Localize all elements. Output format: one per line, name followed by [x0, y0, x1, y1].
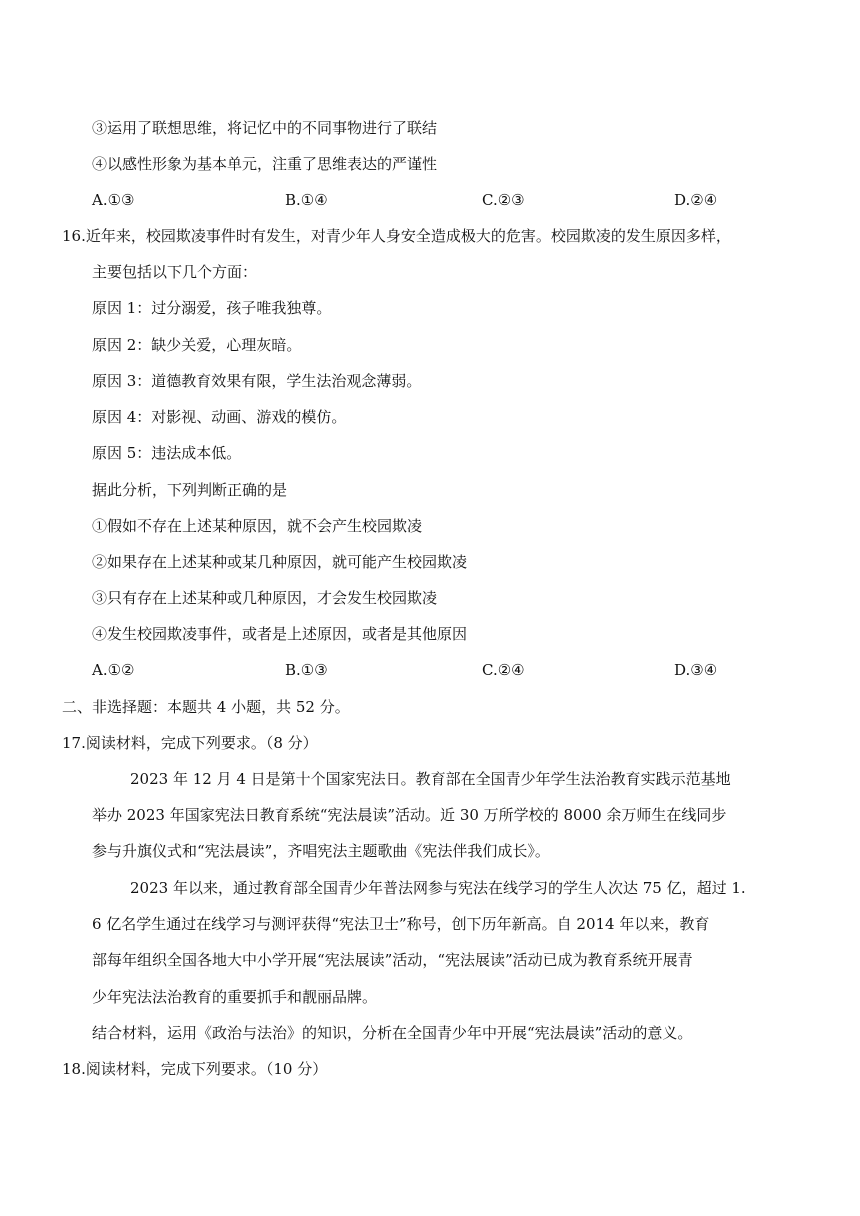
- q17-para2-line-2: 6 亿名学生通过在线学习与测评获得“宪法卫士”称号，创下历年新高。自 2014 年以来，教育: [92, 915, 710, 933]
- q17-para1-line-3: 参与升旗仪式和“宪法晨读”，齐唱宪法主题歌曲《宪法伴我们成长》。: [92, 842, 550, 860]
- q16-reason-2: 原因 2：缺少关爱，心理灰暗。: [92, 336, 302, 354]
- q17-task: 结合材料，运用《政治与法治》的知识，分析在全国青少年中开展“宪法晨读”活动的意义。: [92, 1024, 693, 1042]
- q16-prompt: 据此分析，下列判断正确的是: [92, 481, 288, 499]
- q15-option-d: D.②④: [674, 191, 718, 209]
- q17-para2-line-4: 少年宪法法治教育的重要抓手和靓丽品牌。: [92, 988, 378, 1006]
- q15-option-c: C.②③: [482, 191, 525, 209]
- q16-item-3: ③只有存在上述某种或几种原因，才会发生校园欺凌: [92, 589, 438, 607]
- q15-option-a: A.①③: [92, 191, 135, 209]
- q16-item-2: ②如果存在上述某种或某几种原因，就可能产生校园欺凌: [92, 553, 468, 571]
- q17-para2-line-3: 部每年组织全国各地大中小学开展“宪法展读”活动，“宪法展读”活动已成为教育系统开展青: [92, 951, 693, 969]
- q18-title: 18.阅读材料，完成下列要求。（10 分）: [62, 1060, 328, 1078]
- q17-para2-line-1: 2023 年以来，通过教育部全国青少年普法网参与宪法在线学习的学生人次达 75 亿，超过 1.: [130, 879, 746, 897]
- q15-options: [92, 189, 792, 211]
- q16-option-b: B.①③: [285, 661, 328, 679]
- q15-item-3: ③运用了联想思维，将记忆中的不同事物进行了联结: [92, 119, 438, 137]
- q16-reason-4: 原因 4：对影视、动画、游戏的模仿。: [92, 408, 347, 426]
- q16-stem-line-2: 主要包括以下几个方面：: [92, 263, 258, 281]
- q16-option-c: C.②④: [482, 661, 525, 679]
- q16-reason-3: 原因 3：道德教育效果有限，学生法治观念薄弱。: [92, 372, 422, 390]
- q16-stem-line-1: 16.近年来，校园欺凌事件时有发生，对青少年人身安全造成极大的危害。校园欺凌的发生原因多样，: [62, 227, 731, 245]
- q16-option-d: D.③④: [674, 661, 718, 679]
- q17-para1-line-1: 2023 年 12 月 4 日是第十个国家宪法日。教育部在全国青少年学生法治教育实践示范基地: [130, 770, 731, 788]
- q15-option-b: B.①④: [285, 191, 328, 209]
- q16-item-4: ④发生校园欺凌事件，或者是上述原因，或者是其他原因: [92, 625, 468, 643]
- q17-para1-line-2: 举办 2023 年国家宪法日教育系统“宪法晨读”活动。近 30 万所学校的 8000 余万师生在线同步: [92, 806, 727, 824]
- section-2-heading: 二、非选择题：本题共 4 小题，共 52 分。: [62, 698, 350, 716]
- q16-item-1: ①假如不存在上述某种原因，就不会产生校园欺凌: [92, 517, 423, 535]
- q15-item-4: ④以感性形象为基本单元，注重了思维表达的严谨性: [92, 155, 438, 173]
- q16-reason-1: 原因 1：过分溺爱，孩子唯我独尊。: [92, 299, 332, 317]
- q16-options: [92, 659, 792, 681]
- q17-title: 17.阅读材料，完成下列要求。（8 分）: [62, 734, 318, 752]
- q16-option-a: A.①②: [92, 661, 135, 679]
- q16-reason-5: 原因 5：违法成本低。: [92, 444, 242, 462]
